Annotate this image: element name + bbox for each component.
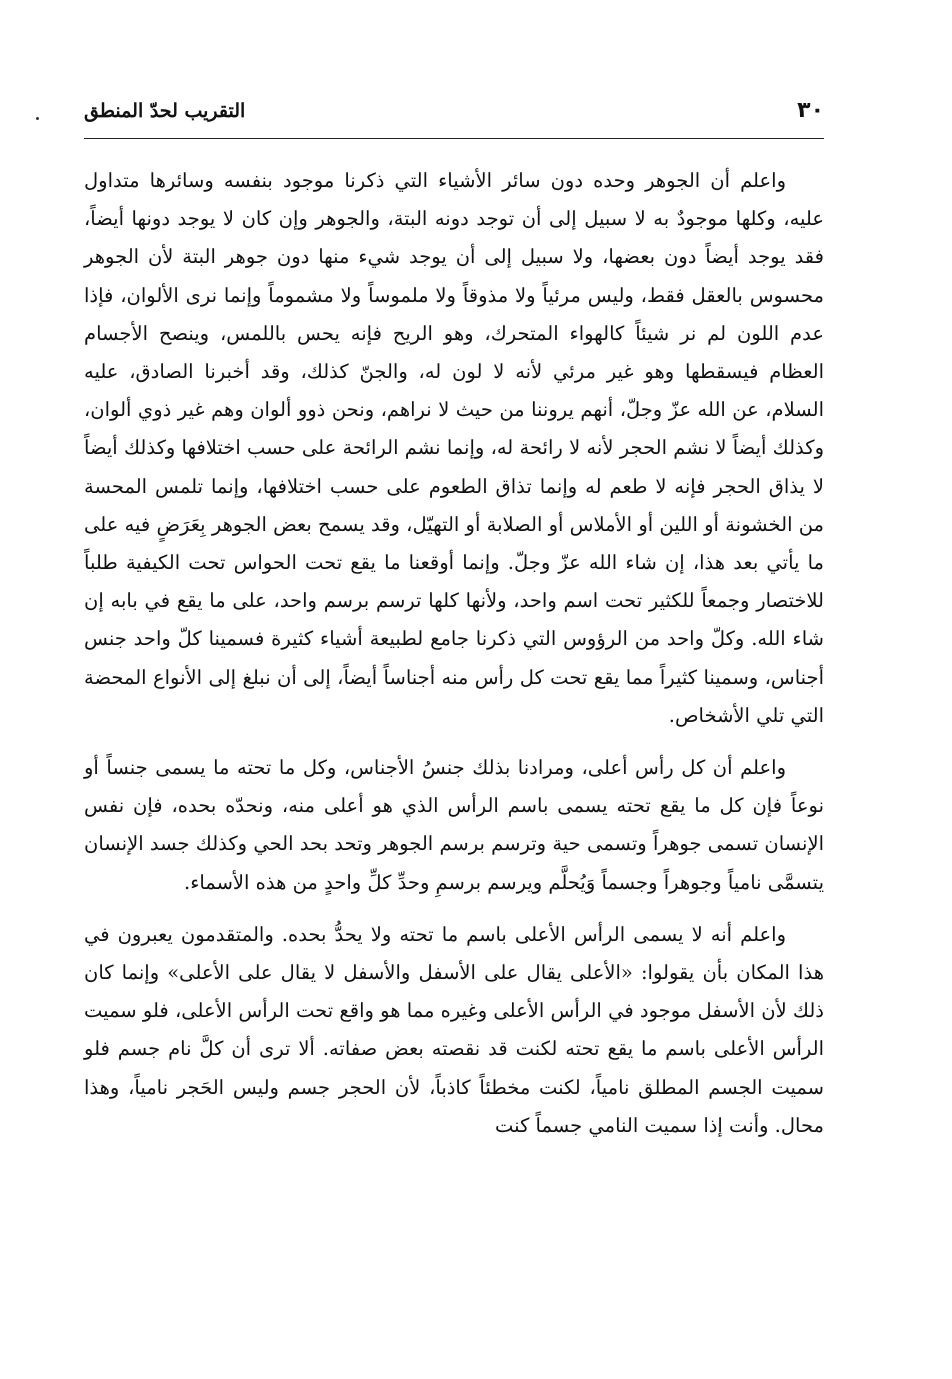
- body-text: [84, 162, 824, 1145]
- paragraph: واعلم أن كل رأس أعلى، ومرادنا بذلك جنسُ الأجناس، وكل ما تحته ما يسمى جنساً أو نوعاً فإن كل ما يقع تحته يسمى باسم الرأس الذي هو أعلى منه، ونحدّه بحده، فإن نفس الإنسان تسمى جوهراً وتسمى حية وترسم برسم الجوهر وتحد بحد الحي وكذلك جسد الإنسان يتسمَّى نامياً وجوهراً وجسماً وَيُحلَّم ويرسم برسمِ وحدِّ كلِّ واحدٍ من هذه الأسماء.: [84, 756, 824, 894]
- header-rule: [84, 138, 824, 139]
- book-title: التقريب لحدّ المنطق: [84, 100, 246, 122]
- page-number: ٣٠: [797, 98, 824, 123]
- paragraph: واعلم أنه لا يسمى الرأس الأعلى باسم ما تحته ولا يحدُّ بحده. والمتقدمون يعبرون في هذا المكان بأن يقولوا: «الأعلى يقال على الأسفل والأسفل لا يقال على الأعلى» وإنما كان ذلك لأن الأسفل موجود في الرأس الأعلى وغيره مما هو واقع تحت الرأس الأعلى، فلو سميت الرأس الأعلى باسم ما يقع تحته لكنت قد نقصته بعض صفاته. ألا ترى أن كلَّ نام جسم فلو سميت الجسم المطلق نامياً، لكنت مخطئاً كاذباً، لأن الحجر جسم وليس الحَجر نامياً، وهذا محال. وأنت إذا سميت النامي جسماً كنت: [84, 922, 824, 1137]
- margin-speck: [36, 117, 39, 120]
- running-header: [84, 96, 824, 126]
- paragraph: واعلم أن الجوهر وحده دون سائر الأشياء التي ذكرنا موجود بنفسه وسائرها متداول عليه، وكلها موجودٌ به لا سبيل إلى أن توجد دونه البتة، والجوهر وإن كان لا يوجد دونها أيضاً، فقد يوجد أيضاً دون بعضها، ولا سبيل إلى أن يوجد شيء منها دون جوهر البتة لأن الجوهر محسوس بالعقل فقط، وليس مرئياً ولا مذوقاً ولا ملموساً ولا مشموماً وإنما نرى الألوان، فإذا عدم اللون لم نر شيئاً كالهواء المتحرك، وهو الريح فإنه يحس باللمس، وينصح الأجسام العظام فيسقطها وهو غير مرئي لأنه لا لون له، والجنّ كذلك، وقد أخبرنا الصادق، عليه السلام، عن الله عزّ وجلّ، أنهم يروننا من حيث لا نراهم، ونحن ذوو ألوان وهم غير ذوي ألوان، وكذلك أيضاً لا نشم الحجر لأنه لا رائحة له، وإنما نشم الرائحة على حسب اختلافها وكذلك أيضاً لا يذاق الحجر فإنه لا طعم له وإنما تذاق الطعوم على حسب اختلافها، وإنما تلمس المحسة من الخشونة أو اللين أو الأملاس أو الصلابة أو التهيّل، وقد يسمح بعض الجوهر بِعَرَضٍ فيه على ما يأتي بعد هذا، إن شاء الله عزّ وجلّ. وإنما أوقعنا ما يقع تحت الحواس تحت الكيفية طلباً للاختصار وجمعاً للكثير تحت اسم واحد، ولأنها كلها ترسم برسم واحد، على ما يقع في بابه إن شاء الله. وكلّ واحد من الرؤوس التي ذكرنا جامع لطبيعة أشياء كثيرة فسمينا كلّ واحد جنس أجناس، وسمينا كثيراً مما يقع تحت كل رأس منه أجناساً أيضاً، إلى أن نبلغ إلى الأنواع المحضة التي تلي الأشخاص.: [84, 169, 824, 727]
